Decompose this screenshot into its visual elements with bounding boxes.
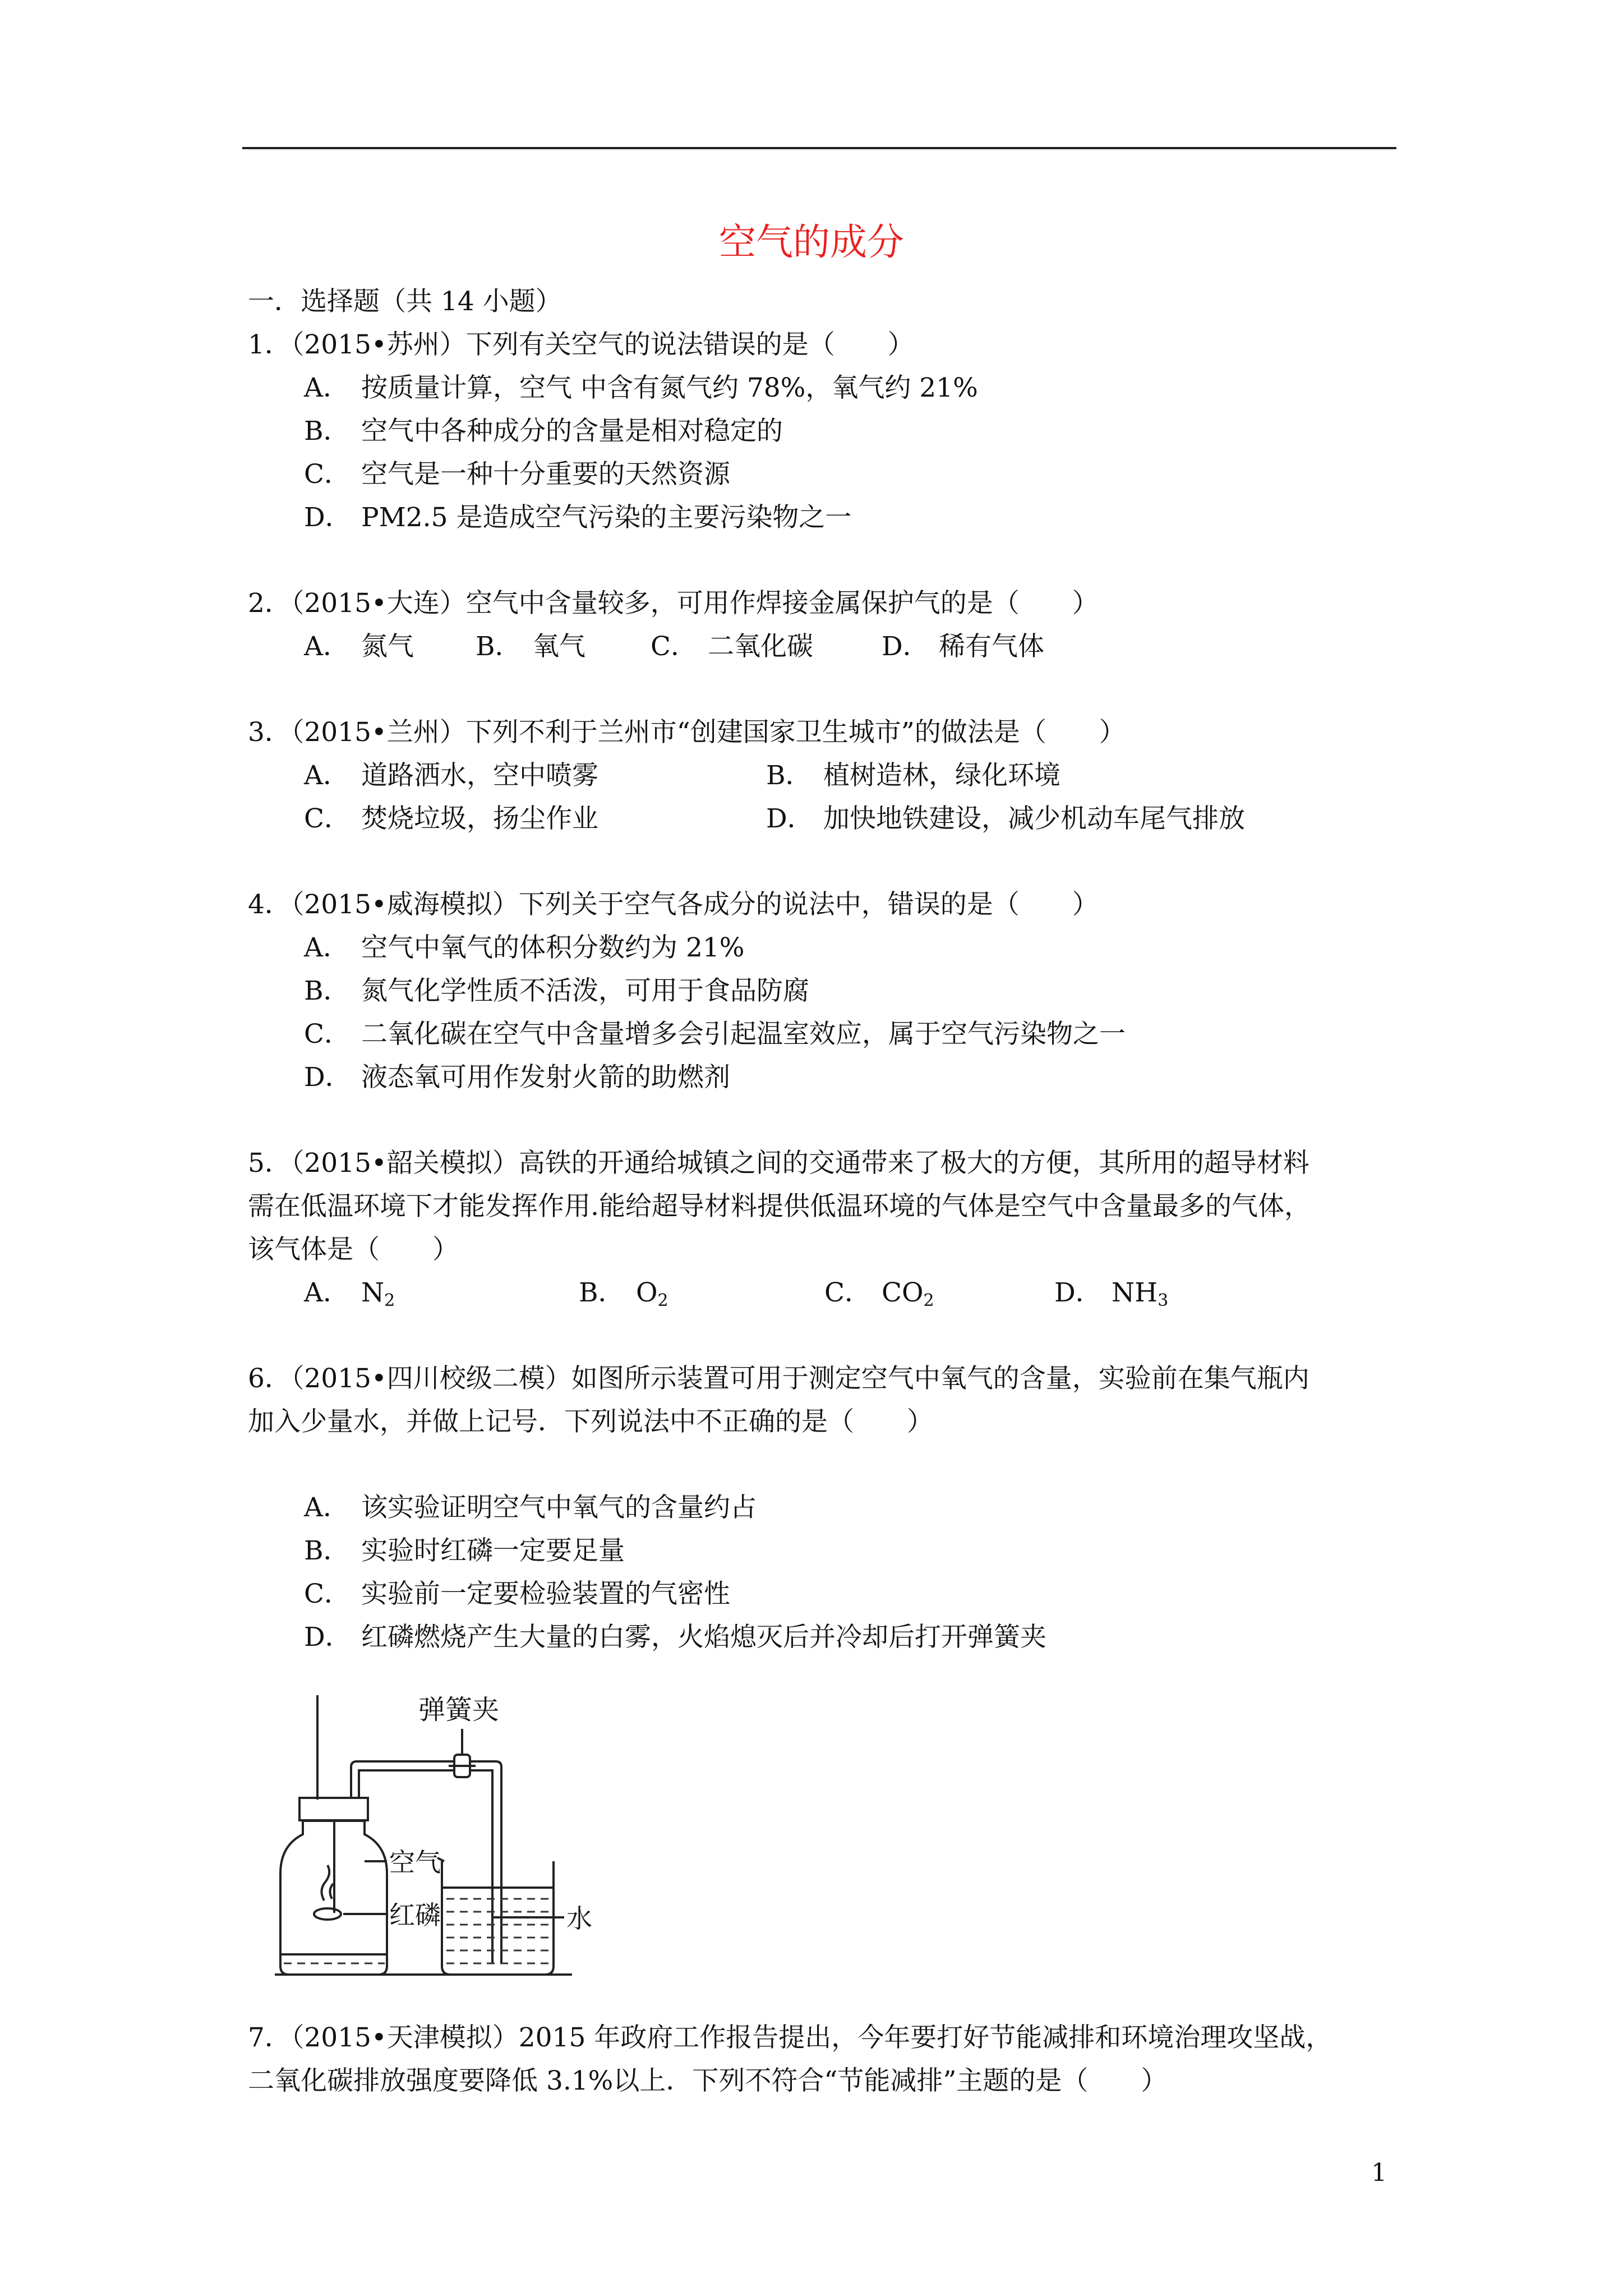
question-5-stem-line-2: 需在低温环境下才能发挥作用.能给超导材料提供低温环境的气体是空气中含量最多的气体， <box>248 1191 1311 1222</box>
q1-option-a[interactable]: A． 按质量计算，空气 中含有氮气约 78%，氧气约 21% <box>304 372 978 403</box>
q6-option-c[interactable]: C． 实验前一定要检验装置的气密性 <box>304 1579 730 1609</box>
question-5-stem-line-1: 5．（2015•韶关模拟）高铁的开通给城镇之间的交通带来了极大的方便，其所用的超导材料 <box>248 1148 1310 1179</box>
q3-option-d[interactable]: D． 加快地铁建设，减少机动车尾气排放 <box>766 803 1245 834</box>
label-water: 水 <box>566 1903 592 1934</box>
q3-option-a[interactable]: A． 道路洒水，空中喷雾 <box>304 760 598 791</box>
q5-option-c[interactable]: C． $CO_2$ <box>824 1277 934 1310</box>
q5-option-b[interactable]: B． $O_2$ <box>579 1277 668 1310</box>
question-4-stem: 4．（2015•威海模拟）下列关于空气各成分的说法中，错误的是（ ） <box>248 889 1099 920</box>
q3-option-b[interactable]: B． 植树造林，绿化环境 <box>766 760 1061 791</box>
header-rule <box>242 147 1396 149</box>
question-6-stem-line-1: 6．（2015•四川校级二模）如图所示装置可用于测定空气中氧气的含量，实验前在集气瓶内 <box>248 1363 1310 1394</box>
q1-option-b[interactable]: B． 空气中各种成分的含量是相对稳定的 <box>304 416 783 447</box>
q5-option-d[interactable]: D． $NH_3$ <box>1054 1277 1169 1310</box>
q2-option-a[interactable]: A． 氮气 <box>304 631 414 662</box>
label-spring-clip: 弹簧夹 <box>418 1694 500 1726</box>
question-6-stem-line-2: 加入少量水，并做上记号．下列说法中不正确的是（ ） <box>248 1406 933 1437</box>
question-2-stem: 2．（2015•大连）空气中含量较多，可用作焊接金属保护气的是（ ） <box>248 588 1099 619</box>
question-1-stem: 1．（2015•苏州）下列有关空气的说法错误的是（ ） <box>248 329 914 360</box>
experiment-apparatus-diagram <box>264 1677 634 1980</box>
question-5-stem-line-3: 该气体是（ ） <box>248 1234 459 1265</box>
section-heading: 一．选择题（共 14 小题） <box>248 286 562 317</box>
q6-option-b[interactable]: B． 实验时红磷一定要足量 <box>304 1535 625 1566</box>
q1-option-d[interactable]: D． PM2.5 是造成空气污染的主要污染物之一 <box>304 502 852 533</box>
question-7-stem-line-1: 7．（2015•天津模拟）2015 年政府工作报告提出，今年要打好节能减排和环境治理攻坚战， <box>248 2022 1332 2053</box>
q4-option-b[interactable]: B． 氮气化学性质不活泼，可用于食品防腐 <box>304 976 809 1006</box>
q1-option-c[interactable]: C． 空气是一种十分重要的天然资源 <box>304 459 730 490</box>
question-7-stem-line-2: 二氧化碳排放强度要降低 3.1%以上．下列不符合“节能减排”主题的是（ ） <box>248 2065 1168 2096</box>
q2-option-b[interactable]: B． 氧气 <box>476 631 585 662</box>
label-red-phosphorus: 红磷 <box>389 1900 441 1930</box>
q5-option-a[interactable]: A． $N_2$ <box>304 1277 395 1310</box>
q4-option-a[interactable]: A． 空气中氧气的体积分数约为 21% <box>304 932 745 963</box>
q3-option-c[interactable]: C． 焚烧垃圾，扬尘作业 <box>304 803 598 834</box>
page-number: 1 <box>1371 2159 1387 2187</box>
label-air: 空气 <box>389 1847 441 1878</box>
question-3-stem: 3．（2015•兰州）下列不利于兰州市“创建国家卫生城市”的做法是（ ） <box>248 717 1126 748</box>
q2-option-d[interactable]: D． 稀有气体 <box>882 631 1044 662</box>
q4-option-c[interactable]: C． 二氧化碳在空气中含量增多会引起温室效应，属于空气污染物之一 <box>304 1019 1126 1050</box>
q6-option-d[interactable]: D． 红磷燃烧产生大量的白雾，火焰熄灭后并冷却后打开弹簧夹 <box>304 1622 1046 1653</box>
page-title: 空气的成分 <box>719 220 904 264</box>
q4-option-d[interactable]: D． 液态氧可用作发射火箭的助燃剂 <box>304 1062 730 1093</box>
q6-option-a[interactable]: A． 该实验证明空气中氧气的含量约占 <box>304 1492 757 1523</box>
q2-option-c[interactable]: C． 二氧化碳 <box>651 631 813 662</box>
